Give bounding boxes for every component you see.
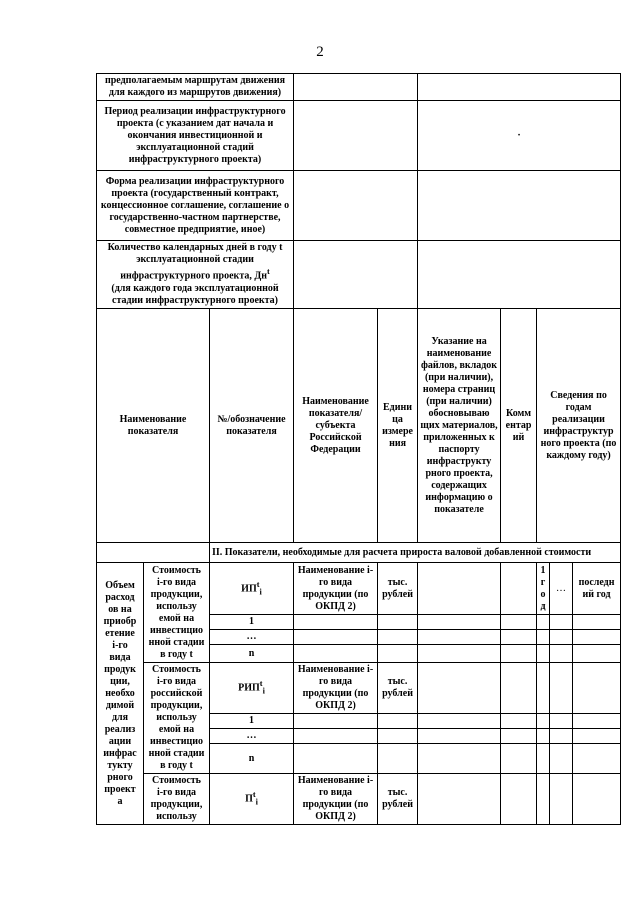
group-label (97, 563, 144, 825)
subgroup-2-unit: тыс. рублей (378, 663, 418, 714)
cell[interactable] (294, 714, 378, 729)
row-days-note: (для каждого года эксплуатационной стадии инфраструктурного проекта) (111, 282, 279, 306)
cell[interactable] (418, 663, 501, 714)
cell[interactable] (501, 744, 537, 774)
text-line: о (540, 588, 546, 600)
cell[interactable] (378, 615, 418, 630)
section-empty-cell (97, 543, 210, 563)
text-line: российской (150, 688, 203, 699)
header-indicator-subject: Наименование показателя/ субъекта Российской Федерации (294, 309, 378, 543)
row-form-label: Форма реализации инфраструктурного проекта (государственный контракт, концессионное соглашение, соглашение о государственно-частном партнерстве, совместное предприятие, иное) (97, 171, 294, 241)
cell[interactable] (501, 663, 537, 714)
cell[interactable] (550, 663, 573, 714)
section-title: II. Показатели, необходимые для расчета прироста валовой добавленной стоимости (210, 543, 621, 563)
text-line: продукции, (150, 700, 203, 711)
cell[interactable] (573, 663, 621, 714)
subgroup-1-code (210, 563, 294, 615)
year-first-label (537, 563, 550, 615)
text-line: для (111, 711, 129, 723)
cell[interactable] (537, 630, 550, 645)
cell[interactable] (418, 744, 501, 774)
cell[interactable] (573, 645, 621, 663)
cell[interactable] (573, 714, 621, 729)
text-line: продукции, (150, 588, 203, 600)
cell[interactable] (573, 729, 621, 744)
subgroup-3-indicator: Наименование i-го вида продукции (по ОКПД 2) (294, 774, 378, 825)
cell[interactable] (537, 744, 550, 774)
text-line: i-го (112, 639, 128, 651)
row-period-comment[interactable] (418, 101, 621, 171)
row-period-value[interactable] (294, 101, 418, 171)
row-routes-comment[interactable] (418, 74, 621, 101)
subgroup-1-comment[interactable] (501, 563, 537, 615)
passport-table (96, 73, 621, 825)
text-line: реализ (104, 723, 136, 735)
cell[interactable] (378, 744, 418, 774)
subgroup-1-files[interactable] (418, 563, 501, 615)
cell[interactable] (550, 630, 573, 645)
cell[interactable] (573, 630, 621, 645)
cell[interactable] (550, 729, 573, 744)
cell[interactable] (537, 645, 550, 663)
row-days-text: Количество календарных дней в году t эксплуатационной стадии инфраструктурного проекта, Дн (107, 242, 283, 282)
header-unit: Едини ца измере ния (378, 309, 418, 543)
text-line: использу (156, 712, 197, 723)
text-line: нной стадии (148, 748, 205, 759)
text-line: i-го вида (156, 576, 197, 588)
cell[interactable] (378, 645, 418, 663)
text-line: етение (105, 627, 135, 639)
cell[interactable] (294, 615, 378, 630)
subgroup-3-code (210, 774, 294, 825)
subgroup-3-unit: тыс. рублей (378, 774, 418, 825)
cell[interactable] (501, 714, 537, 729)
text-line: Объем (105, 579, 135, 591)
cell[interactable] (537, 774, 550, 825)
year-dots-label: … (550, 563, 573, 615)
cell[interactable] (294, 729, 378, 744)
text-line: ции, (110, 675, 130, 687)
text-line: i-го вида (156, 676, 197, 687)
year-last-label: последн ий год (573, 563, 621, 615)
page-number: 2 (316, 44, 324, 60)
text-line: t (252, 790, 256, 800)
text-line: димой (105, 699, 135, 711)
subgroup-2-indicator: Наименование i-го вида продукции (по ОКПД 2) (294, 663, 378, 714)
subgroup-1-indicator: Наименование i-го вида продукции (по ОКПД 2) (294, 563, 378, 615)
text-line: РИП (238, 682, 260, 694)
text-line: необхо (105, 687, 135, 699)
subgroup-2-item-dots: … (210, 729, 294, 744)
text-line: Стоимость (152, 775, 201, 786)
cell[interactable] (378, 714, 418, 729)
text-line: 1 (540, 564, 546, 576)
cell[interactable] (550, 744, 573, 774)
text-line: ации (108, 735, 132, 747)
subgroup-1-item-dots: … (210, 630, 294, 645)
subgroup-2-item-last: n (210, 744, 294, 774)
text-line: продук (104, 663, 136, 675)
subgroup-1-item-last: n (210, 645, 294, 663)
row-days-comment[interactable] (418, 241, 621, 309)
text-line: инфрас (103, 747, 137, 759)
header-files: Указание на наименование файлов, вкладок (при наличии), номера страниц (при наличии) обосновываю щих материалов, приложенных к паспорту инфраструкту рного проекта, содержащих информацию о показателе (418, 309, 501, 543)
text-line: продукции, (150, 799, 203, 810)
cell[interactable] (537, 663, 550, 714)
header-comment: Комм ентар ий (501, 309, 537, 543)
cell[interactable] (537, 714, 550, 729)
subgroup-1-unit: тыс. рублей (378, 563, 418, 615)
text-line: вида (109, 651, 131, 663)
text-line: t (259, 679, 263, 689)
row-days-value[interactable] (294, 241, 418, 309)
text-line: Стоимость (152, 664, 201, 675)
cell[interactable] (501, 774, 537, 825)
row-days-sup: t (267, 267, 270, 277)
subgroup-3-name (144, 774, 210, 825)
row-period-mark: · (517, 129, 521, 141)
text-line: использу (156, 600, 197, 612)
cell[interactable] (501, 630, 537, 645)
row-period-label: Период реализации инфраструктурного проекта (с указанием дат начала и окончания инвестиционной и эксплуатационной стадий инфраструктурного проекта) (97, 101, 294, 171)
text-line: проект (104, 783, 136, 795)
text-line: i (255, 797, 258, 807)
header-indicator-code: №/обозначение показателя (210, 309, 294, 543)
cell[interactable] (537, 729, 550, 744)
cell[interactable] (294, 744, 378, 774)
text-line: Стоимость (152, 564, 201, 576)
text-line: емой на (158, 612, 195, 624)
cell[interactable] (378, 729, 418, 744)
text-line: рного (107, 771, 133, 783)
text-line: расход (105, 591, 135, 603)
text-line: ИП (241, 583, 257, 595)
cell[interactable] (501, 729, 537, 744)
text-line: i (262, 686, 265, 696)
text-line: приобр (103, 615, 137, 627)
text-line: нной стадии (148, 636, 205, 648)
text-line: i-го вида (156, 787, 197, 798)
cell[interactable] (573, 744, 621, 774)
row-routes-label: предполагаемым маршрутам движения для каждого из маршрутов движения) (97, 74, 294, 101)
cell[interactable] (294, 630, 378, 645)
text-line: в году t (160, 648, 193, 660)
row-routes-value[interactable] (294, 74, 418, 101)
cell[interactable] (418, 630, 501, 645)
cell[interactable] (550, 645, 573, 663)
cell[interactable] (537, 615, 550, 630)
cell[interactable] (573, 774, 621, 825)
row-days-label (97, 241, 294, 309)
header-years: Сведения по годам реализации инфраструктур ного проекта (по каждому году) (537, 309, 621, 543)
row-form-comment[interactable] (418, 171, 621, 241)
subgroup-1-item-first: 1 (210, 615, 294, 630)
cell[interactable] (418, 645, 501, 663)
cell[interactable] (378, 630, 418, 645)
text-line: г (540, 576, 546, 588)
cell[interactable] (418, 729, 501, 744)
text-line: д (540, 600, 546, 612)
cell[interactable] (550, 774, 573, 825)
text-line: П (245, 793, 253, 805)
cell[interactable] (418, 714, 501, 729)
cell[interactable] (418, 774, 501, 825)
subgroup-2-code (210, 663, 294, 714)
subgroup-1-name (144, 563, 210, 663)
cell[interactable] (294, 645, 378, 663)
text-line: инвестицио (149, 624, 204, 636)
header-indicator-name: Наименование показателя (97, 309, 210, 543)
subgroup-2-name (144, 663, 210, 774)
row-form-value[interactable] (294, 171, 418, 241)
text-line: ов на (108, 603, 132, 615)
cell[interactable] (573, 615, 621, 630)
cell[interactable] (501, 615, 537, 630)
cell[interactable] (550, 714, 573, 729)
text-line: емой на (158, 724, 195, 735)
cell[interactable] (501, 645, 537, 663)
text-line: а (117, 795, 123, 807)
cell[interactable] (550, 615, 573, 630)
text-line: i (259, 587, 262, 597)
cell[interactable] (418, 615, 501, 630)
text-line: тукту (107, 759, 133, 771)
text-line: инвестицио (149, 736, 204, 747)
text-line: t (256, 579, 260, 589)
text-line: в году t (160, 760, 193, 771)
text-line: использу (156, 811, 197, 822)
subgroup-2-item-first: 1 (210, 714, 294, 729)
